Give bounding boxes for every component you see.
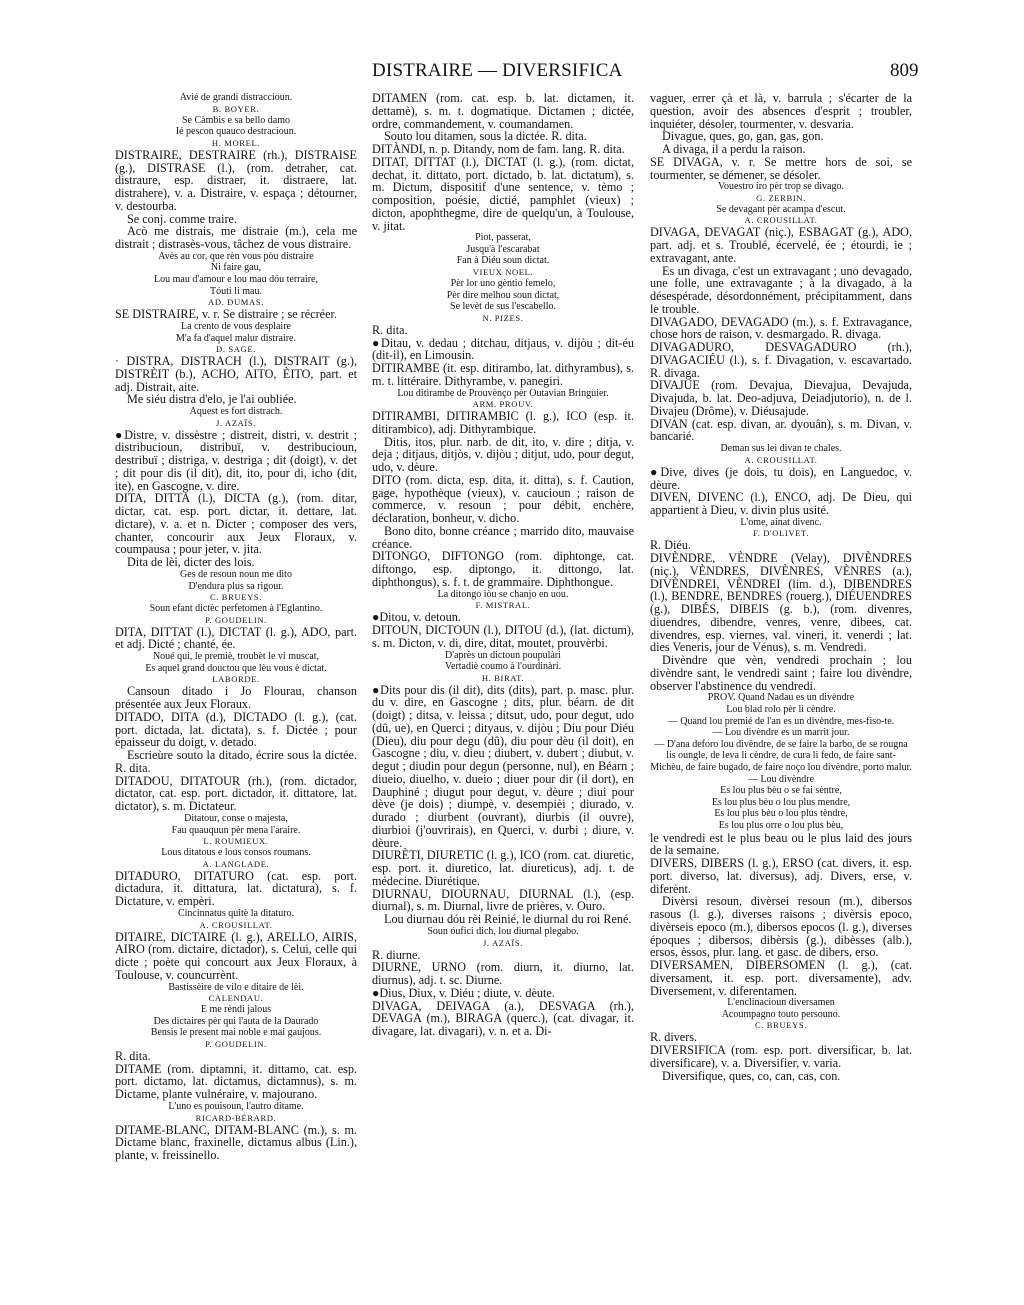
running-title: DISTRAIRE — DIVERSIFICA bbox=[372, 60, 623, 81]
quotation-line: Es lou plus bèu o se fai sèntre, bbox=[720, 785, 842, 797]
quotation-line: — Lou divèndre bbox=[747, 773, 815, 785]
entry-paragraph: Cansoun ditado i Jo Flourau, chanson présentée aux Jeux Floraux. bbox=[115, 684, 357, 712]
entry-paragraph: DIVERS, DIBERS (l. g.), ERSO (cat. divers, it. esp. port. diverso, lat. diversus), adj. Divers, erse, v. diferènt. bbox=[650, 856, 912, 896]
entry-paragraph: Divèndre que vèn, vendredi prochain ; lou divèndre sant, le vendredi saint ; faire lou divèndre, observer l'abstinence du vendredi. bbox=[650, 653, 912, 693]
entry-paragraph: ●Dive, dives (je dois, tu dois), en Languedoc, v. dèure. bbox=[650, 464, 912, 492]
quotation-line: Vouestro iro pèr trop se divago. bbox=[718, 181, 844, 193]
quotation-line: — Quand lou premié de l'an es un divèndre, mes-fiso-te. bbox=[667, 715, 895, 727]
entry-paragraph: Divague, ques, go, gan, gas, gon. bbox=[662, 129, 824, 144]
quotation-line: Bensis le present mai noble e mai gaujous. bbox=[150, 1027, 322, 1039]
author-attribution: VIEUX NOEL. bbox=[472, 267, 534, 278]
entry-paragraph: Bono dito, bonne créance ; marrido dito, mauvaise créance. bbox=[372, 523, 634, 551]
entry-paragraph: ●Ditou, v. detoun. bbox=[372, 610, 461, 625]
entry-paragraph: DITADOU, DITATOUR (rh.), (rom. dictador, dictator, cat. esp. port. dictador, it. dittatore, lat. dictator), s. m. Dictateur. bbox=[115, 773, 357, 814]
quotation-line: Es lou plus bèu o lou plus tèndre, bbox=[714, 808, 848, 820]
entry-paragraph: DITO (rom. dicta, esp. dita, it. ditta), s. f. Caution, gage, hypothèque (vieux), v. caucioun ; raison de commerce, v. resoun ; pour débit, enchère, déclaration, bonheur, v. dicho. bbox=[372, 472, 634, 526]
quotation-line: E me rèndi jalous bbox=[200, 1004, 272, 1016]
entry-paragraph: DITADO, DITA (d.), DICTADO (l. g.), (cat. port. dictada, lat. dictata), s. f. Dictée ; pour épaisseur du doigt, v. detado. bbox=[115, 709, 357, 750]
author-attribution: H. MOREL. bbox=[211, 137, 261, 148]
column-right bbox=[650, 92, 912, 1082]
entry-paragraph: DIVAN (cat. esp. divan, ar. dyouân), s. m. Divan, v. bancarié. bbox=[650, 416, 912, 444]
author-attribution: A. CROUSILLAT. bbox=[199, 919, 273, 930]
quotation-line: Pèr lor uno gèntio femelo, bbox=[450, 278, 556, 290]
quotation-line: Avié de grandi distraccioun. bbox=[179, 92, 293, 103]
entry-paragraph: Divèrsi resoun, divèrsei resoun (m.), dibersos rasous (l. g.), diverses raisons ; divèrsis epoco, divèrseis epoco (m.), dibersos epocos (l. g.), diverses époques ; dibersos, dibèrsis (g.), dibèsses (alb.), ersos, èssos, plur. lang. et gasc. de dibers, erso. bbox=[650, 894, 912, 960]
author-attribution: AD. DUMAS. bbox=[208, 297, 264, 308]
entry-paragraph: DITAIRE, DICTAIRE (l. g.), ARELLO, AIRIS, AIRO (rom. dictaire, dictador), s. Celui, celle qui dicte ; poète qui concourt aux Jeux Floraux, à Toulouse, v. councurrènt. bbox=[115, 929, 357, 982]
quotation-line: La ditongo iòu se chanjo en uou. bbox=[437, 588, 569, 600]
quotation-line: Bastissèire de vilo e ditaire de lèi. bbox=[168, 981, 304, 993]
entry-paragraph: DITIRAMBE (it. esp. ditirambo, lat. dithyrambus), s. m. t. littéraire. Dithyrambe, v. panegiri. bbox=[372, 361, 634, 388]
column-left bbox=[115, 92, 357, 1162]
author-attribution: CALENDAU. bbox=[208, 993, 264, 1004]
entry-paragraph: DIVAGA, DEIVAGA (a.), DESVAGA (rh.), DEVAGA (m.), BIRAGA (querc.), (cat. divagar, it. divagare, lat. divagari), v. n. et a. Di- bbox=[372, 998, 634, 1039]
entry-paragraph: DIVAGADURO, DESVAGADURO (rh.), DIVAGACIÉU (l.), s. f. Divagation, v. escavartado. R. divaga. bbox=[650, 340, 912, 380]
entry-paragraph: ●Dits pour dis (il dit), dits (dits), part. p. masc. plur. du v. dire, en Gascogne ; dits, plur. béarn. de dit (doigt) ; ditsa, v. leissa ; ditsut, udo, pour degut, udo (dû, ue), en Querci ; dityaus, v. dijòu ; Diu pour Diéu (Dieu), diu pour degu (dû), diu pour dèu (il doit), en Gascogne ; diu, v. dieu ; diubert, v. dubert ; diubut, v. degut ; diudin pour degun (personne, nul), en Béarn ; diueio, diuelho, v. dueio ; diuer pour dir (il dort), en Dauphiné ; diugut pour degut, v. dèure ; diui pour dève (je dois) ; diumpè, v. desempièi ; diurado, v. durado ; diurbent (ouvrant), diurbis (il ouvre), diurbioi (j'ouvrirais), en Querci, v. durbi ; diure, v. dèure. bbox=[372, 682, 634, 850]
quotation-line: Ni faire gau, bbox=[210, 262, 262, 274]
quotation-line: Piot, passerat, bbox=[475, 232, 531, 244]
author-attribution: C. BRUEYS. bbox=[754, 1020, 808, 1031]
entry-paragraph: ●Dius, Diux, v. Diéu ; diute, v. dèute. bbox=[372, 985, 555, 1000]
entry-paragraph: DITADURO, DITATURO (cat. esp. port. dictadura, it. dittatura, lat. dictatura), s. f. Dictature, v. empèri. bbox=[115, 868, 357, 909]
quotation-line: Avès au cor, que rèn vous pòu distraire bbox=[158, 250, 314, 262]
quotation-line: Deman sus lei divan te chales. bbox=[720, 443, 842, 455]
quotation-line: Vertadiè coumo à l'ourdinàri. bbox=[444, 661, 562, 673]
entry-paragraph: R. Diéu. bbox=[650, 538, 691, 553]
quotation-line: Es lou plus orre o lou plus bèu, bbox=[718, 819, 844, 831]
entry-paragraph: Diversifique, ques, co, can, cas, con. bbox=[662, 1068, 841, 1083]
entry-paragraph: DIVAGADO, DEVAGADO (m.), s. f. Extravagance, chose hors de raison, v. desmargado. R. divaga. bbox=[650, 314, 912, 342]
entry-paragraph: Es un divaga, c'est un extravagant ; uno devagado, une folle, une extravagante ; à la divagado, à la désespérade, désordonnément, précipitamment, dans le trouble. bbox=[650, 263, 912, 316]
entry-paragraph: Ditis, itos, plur. narb. de dit, ito, v. dire ; ditja, v. deja ; ditjaus, ditjòs, v. dijòu ; ditjut, udo, pour degut, udo, v. dèure. bbox=[372, 434, 634, 475]
entry-paragraph: Souto lou ditamen, sous la dictée. R. dita. bbox=[384, 129, 587, 144]
entry-paragraph: Me siéu distra d'elo, je l'ai oubliée. bbox=[127, 392, 297, 407]
quotation-line: Ié pescon quauco destracioun. bbox=[175, 126, 297, 138]
author-attribution: L. ROUMIEUX. bbox=[203, 836, 269, 847]
quotation-line: Fau quauquun pèr mena l'araire. bbox=[171, 824, 301, 836]
entry-paragraph: DIVERSIFICA (rom. esp. port. diversificar, b. lat. diversificare), v. a. Diversifier, v. varia. bbox=[650, 1043, 912, 1070]
entry-paragraph: Lou diurnau dóu rèi Reinié, le diurnal du roi René. bbox=[384, 912, 632, 927]
quotation-line: Fan à Diéu soun dictat. bbox=[456, 255, 550, 267]
author-attribution: H. BIRAT. bbox=[481, 672, 525, 683]
entry-paragraph: Dita de lèi, dicter des lois. bbox=[127, 555, 255, 570]
entry-paragraph: DISTRAIRE, DESTRAIRE (rh.), DISTRAISE (g.), DISTRASE (l.), (rom. detraher, cat. distraure, esp. distraer, it. distraere, lat. distrahere), v. a. Distraire, v. espaça ; détourner, v. destourba. bbox=[115, 147, 357, 213]
page-number: 809 bbox=[890, 60, 919, 81]
quotation-line: Se Càmbis e sa bello damo bbox=[181, 114, 291, 126]
author-attribution: B. BOYER. bbox=[212, 103, 260, 114]
quotation-line: Soun óufici dich, lou diurnal plegabo. bbox=[427, 925, 579, 937]
entry-paragraph: DITAME (rom. diptamni, it. dittamo, cat. esp. port. dictamo, lat. dictamus, dictamnus), s. m. Dictame, plante vulnéraire, v. majourano. bbox=[115, 1061, 357, 1102]
entry-paragraph: R. diurne. bbox=[372, 947, 421, 962]
entry-paragraph: DITA, DITTAT (l.), DICTAT (l. g.), ADO, part. et adj. Dicté ; chanté, ée. bbox=[115, 624, 357, 652]
quotation-line: Pèr dire melhou soun dictat, bbox=[446, 289, 560, 301]
author-attribution: C. BRUEYS. bbox=[209, 592, 263, 603]
entry-paragraph: DITONGO, DIFTONGO (rom. diphtonge, cat. diftongo, esp. diptongo, it. dittongo, lat. diphthongus), s. f. t. de grammaire. Diphthongue. bbox=[372, 549, 634, 589]
entry-paragraph: DIURÈTI, DIURETIC (l. g.), ICO (rom. cat. diuretic, esp. port. it. diuretico, lat. diureticus), adj. t. de médecine. Diurétique. bbox=[372, 848, 634, 888]
entry-paragraph: A divaga, il a perdu la raison. bbox=[662, 142, 806, 156]
entry-paragraph: DIVÈNDRE, VÈNDRE (Velay), DIVÈNDRES (niç.), VÈNDRES, DIVÈNRES, VÈNRES (a.), DIVÈNDREI, VÈNDREI (lim. d.), DIBENDRES (l.), BENDRE, BENDRES (rouerg.), DIÉUENDRES (g.), DIBÉS, DIBEIS (g. b.), (rom. divenres, diuendres, dibendre, venres, venre, dibees, cat. divendres, esp. viernes, val. vineri, it. venerdi ; lat. dies Veneris, jour de Vénus), s. m. Vendredi. bbox=[650, 551, 912, 655]
quotation-line: — Lou divèndre es un marrit jour. bbox=[712, 727, 850, 739]
quotation-line: Aquest es fort distrach. bbox=[189, 406, 283, 418]
entry-paragraph: R. dita. bbox=[115, 1048, 151, 1063]
author-attribution: A. CROUSILLAT. bbox=[744, 215, 818, 226]
author-attribution: A. CROUSILLAT. bbox=[744, 454, 818, 465]
entry-paragraph: DIURNAU, DIOURNAU, DIURNAL (l.), (esp. diurnal), s. m. Diurnal, livre de prières, v. Ouro. bbox=[372, 886, 634, 914]
quotation-line: Cincinnatus quitè la ditaturo. bbox=[177, 907, 295, 919]
entry-paragraph: R. dita. bbox=[372, 322, 408, 337]
quotation-line: Se levèt de sus l'escabello. bbox=[450, 301, 556, 313]
author-attribution: J. AZAÏS. bbox=[482, 937, 524, 948]
quotation-line: Lou blad rolo pèr li cèndre. bbox=[726, 703, 836, 715]
entry-paragraph: DIVERSAMEN, DIBERSOMEN (l. g.), (cat. diversament, it. esp. port. diversamente), adv. Diversement, v. diferentamen. bbox=[650, 958, 912, 998]
quotation-line: Lous ditatous e lous consos roumans. bbox=[161, 847, 311, 859]
quotation-line: PROV. Quand Nadau es un divèndre bbox=[707, 692, 855, 704]
author-attribution: RICARD-BÉRARD. bbox=[195, 1112, 277, 1123]
column-middle bbox=[372, 92, 634, 1038]
entry-paragraph: SE DISTRAIRE, v. r. Se distraire ; se récréer. bbox=[115, 307, 337, 322]
quotation-line: Es lou plus bèu o lou plus mendre, bbox=[711, 796, 851, 808]
entry-paragraph: DITA, DITTA (l.), DICTA (g.), (rom. ditar, dictar, cat. esp. port. dictar, it. dettare, lat. dictare), v. a. et n. Dicter ; composer des vers, chanter, concourir aux Jeux Floraux, v. coumpausa ; pour jeter, v. jita. bbox=[115, 491, 357, 557]
quotation-line: L'enclinacioun diversamen bbox=[727, 997, 835, 1009]
entry-paragraph: le vendredi est le plus beau ou le plus laid des jours de la semaine. bbox=[650, 830, 912, 858]
quotation-line: Des dictaires pèr qui l'auta de la Daurado bbox=[153, 1015, 319, 1027]
quotation-line: L'ome, ainat divenc. bbox=[740, 516, 822, 528]
quotation-line: Ges de resoun noun me dito bbox=[180, 568, 292, 580]
quotation-line: L'uno es pouisoun, l'autro ditame. bbox=[168, 1100, 304, 1112]
author-attribution: ARM. PROUV. bbox=[472, 399, 534, 410]
entry-paragraph: vaguer, errer çà et là, v. barrula ; s'écarter de la question, avoir des absences d'esprit ; troubler, inquiéter, désoler, tourmenter, v. desvaria. bbox=[650, 91, 912, 131]
entry-paragraph: DITAT, DITTAT (l.), DICTAT (l. g.), (rom. dictat, dechat, it. dittato, port. dictado, b. lat. dictatum), s. m. Dictum, dispositif d'une sentence, v. tèmo ; composition, poésie, dictié, pamphlet (vieux) ; dicton, apophthegme, dire de quelqu'un, à Toulouse, v. jitat. bbox=[372, 154, 634, 233]
quotation-line: La crento de vous desplaire bbox=[181, 320, 291, 332]
quotation-line: — D'ana deforo lou divèndre, de se faire la barbo, de se rougna lis oungle, de leva li cèndre, de cura li fedo, de faire sant-Michèu, de faire bugado, de faire noço lou divèndre, porto malur. bbox=[650, 738, 912, 773]
entry-paragraph: DITÀNDI, n. p. Ditandy, nom de fam. lang. R. dita. bbox=[372, 142, 625, 156]
author-attribution: P. GOUDELIN. bbox=[205, 614, 267, 625]
author-attribution: J. AZAÏS. bbox=[215, 417, 257, 428]
entry-paragraph: DITAMEN (rom. cat. esp. b. lat. dictamen, it. dettamè), s. m. t. dogmatique. Dictamen ; dictée, ordre, commandement, v. coumandamen. bbox=[372, 91, 634, 131]
entry-paragraph: DITAME-BLANC, DITAM-BLANC (m.), s. m. Dictame blanc, fraxinelle, dictamus albus (Lin.), plante, v. freissinello. bbox=[115, 1122, 357, 1162]
entry-paragraph: DITOUN, DICTOUN (l.), DITOU (d.), (lat. dictum), s. m. Dicton, v. di, dire, ditat, moutet, prouvèrbi. bbox=[372, 623, 634, 650]
author-attribution: A. LANGLADE. bbox=[202, 858, 270, 869]
quotation-line: D'endura plus sa rigour. bbox=[188, 580, 284, 592]
entry-paragraph: DIVAGA, DEVAGAT (niç.), ESBAGAT (g.), ADO, part. adj. et s. Troublé, écervelé, ée ; étourdi, ie ; extravagant, ante. bbox=[650, 225, 912, 265]
entry-paragraph: R. divers. bbox=[650, 1030, 698, 1045]
entry-paragraph: ●Ditau, v. dedau ; ditchau, ditjaus, v. dijòu ; dit-éu (dit-il), en Limousin. bbox=[372, 335, 634, 363]
author-attribution: LABORDE. bbox=[212, 674, 260, 685]
entry-paragraph: ●Distre, v. dissèstre ; distreit, distri, v. destrit ; distribucioun, distribuï, v. destribucioun, destribuï ; distriga, v. destriga ; dit (doigt), v. det ; dit pour dis (il dit), dit, ito, pour di, icho (dit, ite), en Gascogne, v. dire. bbox=[115, 427, 357, 493]
entry-paragraph: DIURNE, URNO (rom. diurn, it. diurno, lat. diurnus), adj. t. sc. Diurne. bbox=[372, 960, 634, 988]
quotation-line: Se devagant pèr acampa d'escut. bbox=[716, 203, 846, 215]
entry-paragraph: DIVEN, DIVENC (l.), ENCO, adj. De Dieu, qui appartient à Dieu, v. divin plus usité. bbox=[650, 490, 912, 518]
entry-paragraph: SE DIVAGA, v. r. Se mettre hors de soi, se tourmenter, se démener, se désoler. bbox=[650, 154, 912, 182]
quotation-line: Noué qui, le premiè, troubèt le vi muscat, bbox=[152, 651, 320, 663]
quotation-line: Es aquel grand douctou que lèu vous è dictat. bbox=[145, 662, 327, 674]
quotation-line: Ditatour, conse o majesta, bbox=[184, 812, 288, 824]
quotation-line: Soun efant dictèc perfetomen à l'Eglantino. bbox=[149, 603, 323, 615]
author-attribution: F. MISTRAL. bbox=[475, 600, 531, 611]
quotation-line: Lou ditirambe de Prouvènço pèr Outavian Bringuier. bbox=[397, 387, 609, 399]
entry-paragraph: Se conj. comme traire. bbox=[127, 211, 237, 226]
author-attribution: G. ZERBIN. bbox=[756, 192, 806, 203]
author-attribution: F. D'OLIVET. bbox=[753, 528, 809, 539]
quotation-line: M'a fa d'aquel malur distraire. bbox=[176, 332, 296, 344]
quotation-line: D'après un dictoun poupulàri bbox=[445, 649, 561, 661]
entry-paragraph: Escrieùre souto la ditado, écrire sous la dictée. R. dita. bbox=[115, 748, 357, 775]
page-header bbox=[0, 60, 1024, 86]
author-attribution: P. GOUDELIN. bbox=[205, 1038, 267, 1049]
author-attribution: D. SAGE. bbox=[216, 344, 256, 355]
quotation-line: Jusqu'à l'escarabat bbox=[466, 243, 540, 255]
quotation-line: Tóuti li mau. bbox=[210, 285, 262, 297]
quotation-line: Acoumpagno touto persouno. bbox=[721, 1008, 841, 1020]
author-attribution: N. PIZES. bbox=[482, 312, 524, 323]
entry-paragraph: · DISTRA, DISTRACH (l.), DISTRAIT (g.), DISTRÈIT (b.), ACHO, AITO, ÈITO, part. et adj. Distrait, aite. bbox=[115, 354, 357, 394]
quotation-line: Lou mau d'amour e lou mau dóu terraire, bbox=[154, 273, 318, 285]
entry-paragraph: Acò me distrais, me distraie (m.), cela me distrait ; distrasès-vous, tâchez de vous distraire. bbox=[115, 224, 357, 252]
entry-paragraph: DIVAJUE (rom. Devajua, Dievajua, Devajuda, Divajuda, b. lat. Deo-adjuva, Deiadjutorio), n. de l. Divajeu (Drôme), v. Diéusajude. bbox=[650, 378, 912, 418]
entry-paragraph: DITIRAMBI, DITIRAMBIC (l. g.), ICO (esp. it. ditirambico), adj. Dithyrambique. bbox=[372, 409, 634, 436]
